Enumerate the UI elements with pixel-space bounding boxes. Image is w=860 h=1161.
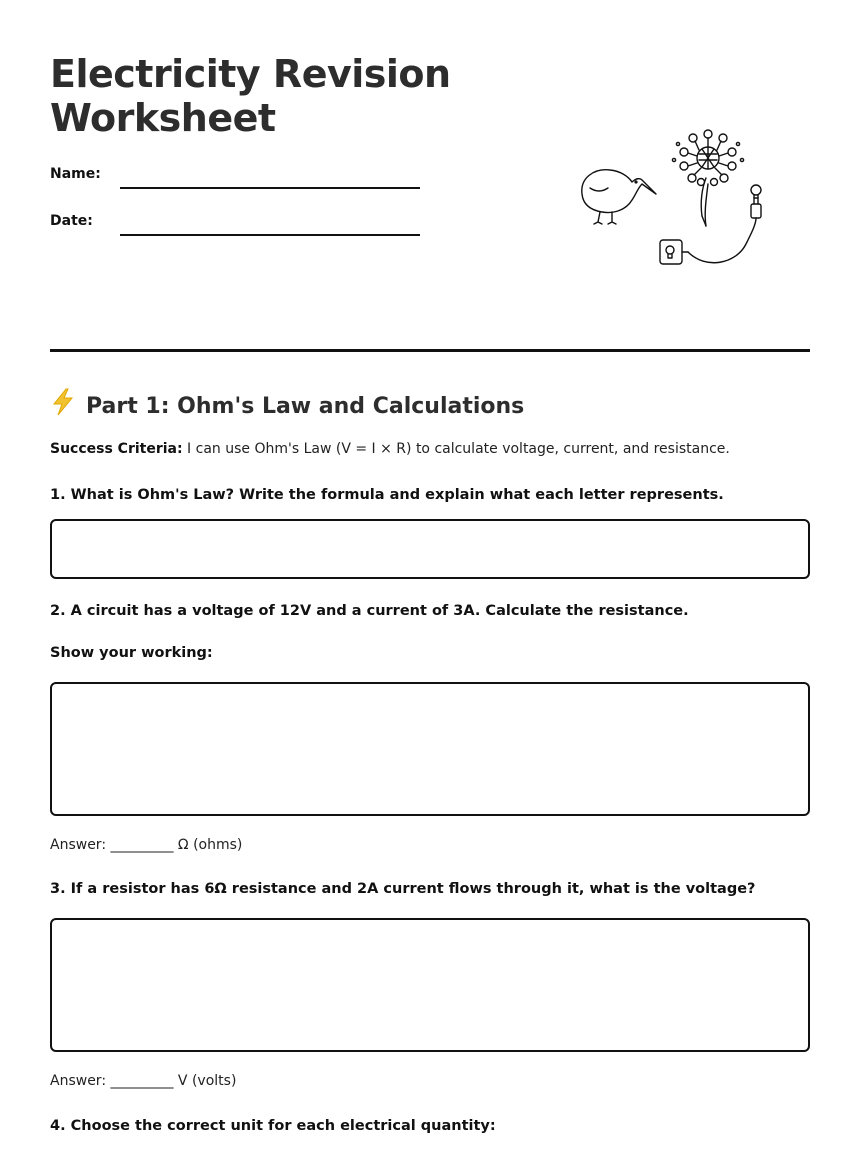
question-4: 4. Choose the correct unit for each electrical quantity: [50,1118,496,1134]
success-criteria [50,441,730,457]
question-2-working-label: Show your working: [50,645,213,661]
part1-heading-text: Part 1: Ohm's Law and Calculations [86,394,525,419]
socket-plug-lightbulb-icon [660,185,761,264]
name-input-line[interactable] [120,187,420,189]
question-2: 2. A circuit has a voltage of 12V and a current of 3A. Calculate the resistance. [50,603,689,619]
question-3-answer-line[interactable]: Answer: _________ V (volts) [50,1073,237,1089]
section-divider [50,349,810,352]
part1-heading [50,388,524,419]
question-1-answer-box[interactable] [50,519,810,579]
question-2-working-box[interactable] [50,682,810,816]
flower-icon [672,130,743,226]
date-input-line[interactable] [120,234,420,236]
date-label: Date: [50,213,93,229]
question-1: 1. What is Ohm's Law? Write the formula and explain what each letter represents. [50,487,724,503]
kiwi-bird-icon [582,170,656,224]
success-criteria-text: I can use Ohm's Law (V = I × R) to calculate voltage, current, and resistance. [182,441,730,457]
name-label: Name: [50,166,101,182]
question-3-working-box[interactable] [50,918,810,1052]
worksheet-title: Electricity Revision Worksheet [50,52,451,140]
lightning-bolt-icon [50,388,76,416]
success-criteria-label: Success Criteria: [50,441,183,457]
question-2-answer-line[interactable]: Answer: _________ Ω (ohms) [50,837,243,853]
question-3: 3. If a resistor has 6Ω resistance and 2A current flows through it, what is the voltage? [50,881,756,897]
kiwi-flower-lightbulb-illustration [574,122,784,272]
